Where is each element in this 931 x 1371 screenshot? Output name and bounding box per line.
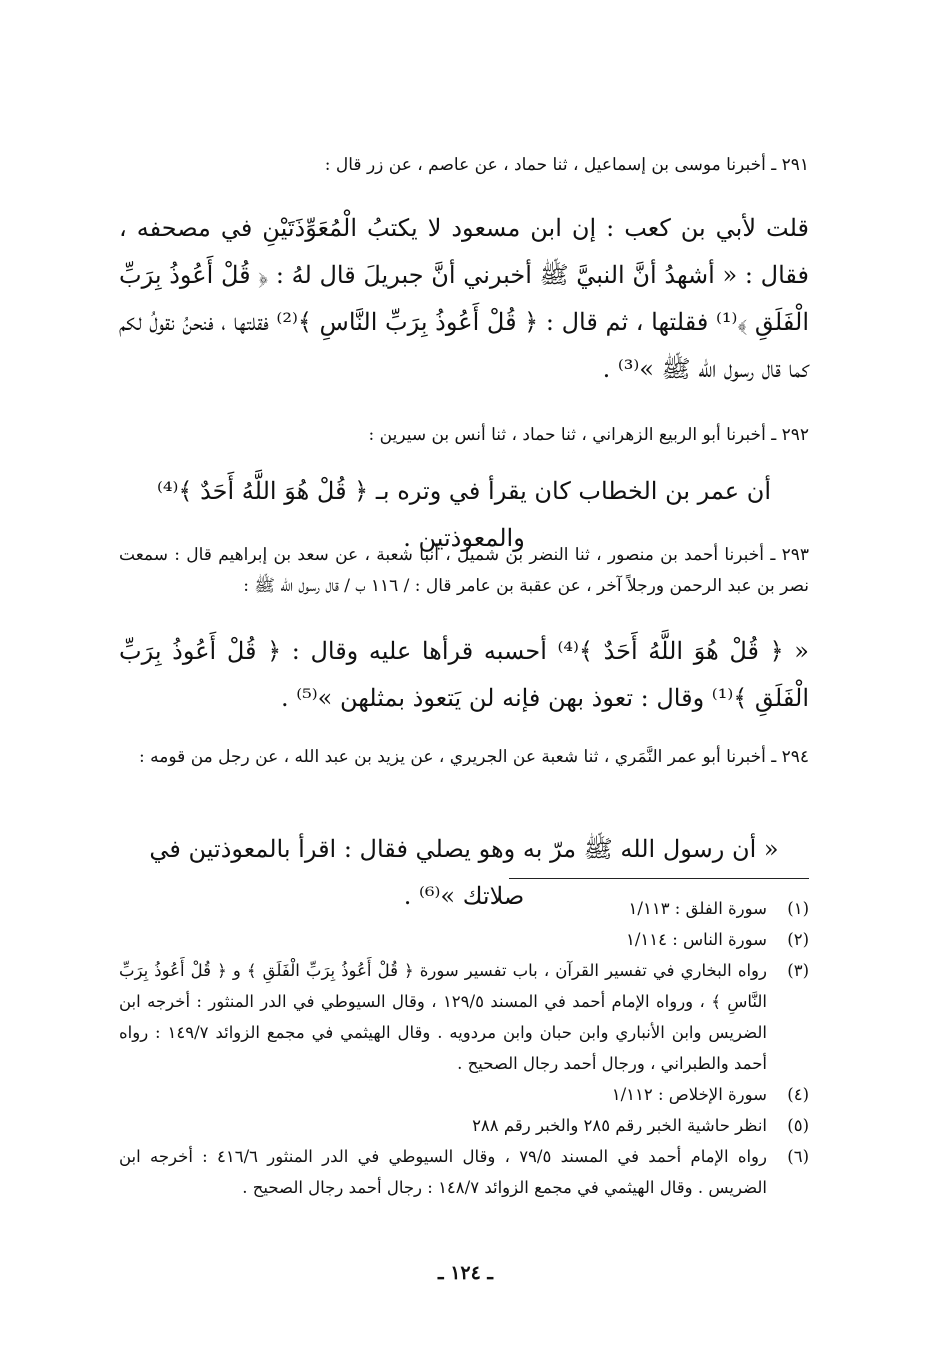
footnote-separator — [509, 878, 809, 879]
footnote-text: سورة الناس : ١/١١٤ — [625, 930, 767, 949]
hadith-291-isnad: ٢٩١ ـ أخبرنا موسى بن إسماعيل ، ثنا حماد ، عن عاصم ، عن زر قال : — [324, 155, 809, 175]
footnote-2 — [119, 924, 809, 955]
footnote-text: انظر حاشية الخبر رقم ٢٨٥ والخبر رقم ٢٨٨ — [472, 1116, 767, 1135]
footnotes — [119, 893, 809, 1203]
footnote-5 — [119, 1110, 809, 1141]
footnote-1 — [119, 893, 809, 924]
footnote-number: (٤) — [787, 1085, 809, 1104]
footnote-text: رواه البخاري في تفسير القرآن ، باب تفسير سورة ﴿ قُلْ أَعُوذُ بِرَبِّ الْفَلَقِ ﴾ و ﴿ قُلْ أَعُوذُ بِرَبِّ النَّاسِ ﴾ ، ورواه الإمام أحمد في المسند ١٢٩/٥ ، وقال السيوطي في الدر المنثور : أخرجه ابن الضريس وابن الأنباري وابن حبان وابن مردويه . وقال الهيثمي في مجمع الزوائد ١٤٩/٧ : رواه أحمد والطبراني ، ورجال أحمد رجال الصحيح . — [119, 961, 768, 1073]
footnote-number: (٢) — [787, 930, 809, 949]
hadith-292-isnad: ٢٩٢ ـ أخبرنا أبو الربيع الزهراني ، ثنا حماد ، ثنا أنس بن سيرين : — [368, 425, 809, 445]
footnote-text: رواه الإمام أحمد في المسند ٧٩/٥ ، وقال السيوطي في الدر المنثور ٤١٦/٦ : أخرجه ابن الضريس . وقال الهيثمي في مجمع الزوائد ١٤٨/٧ : رجال أحمد رجال الصحيح . — [119, 1147, 767, 1197]
footnote-number: (١) — [787, 899, 809, 918]
hadith-294-isnad: ٢٩٤ ـ أخبرنا أبو عمر النَّمَري ، ثنا شعبة عن الجريري ، عن يزيد بن عبد الله ، عن رجل من قومه : — [139, 747, 809, 767]
footnote-3 — [119, 955, 809, 1079]
footnote-number: (٦) — [787, 1147, 809, 1166]
footnote-text: سورة الفلق : ١/١١٣ — [628, 899, 767, 918]
footnote-6 — [119, 1141, 809, 1203]
hadith-292-text: أن عمر بن الخطاب كان يقرأ في وتره بـ ﴿ قُلْ هُوَ اللَّهُ أَحَدٌ ﴾⁽⁴⁾ والمعوذتين . — [156, 477, 772, 552]
hadith-291-text: قلت لأبي بن كعب : إن ابن مسعود لا يكتبُ الْمُعَوِّذَتَيْنِ في مصحفه ، فقال : « أشهدُ أنَّ النبيَّ ﷺ أخبرني أنَّ جبريلَ قال لهُ : ﴿ قُلْ أَعُوذُ بِرَبِّ الْفَلَقِ ﴾⁽¹⁾ فقلتها ، ثم قال : ﴿ قُلْ أَعُوذُ بِرَبِّ النَّاسِ ﴾⁽²⁾ فقلتها ، فنحنُ نقولُ لكم كما قال رسول الله ﷺ »⁽³⁾ . — [119, 214, 809, 383]
footnote-text: سورة الإخلاص : ١/١١٢ — [611, 1085, 767, 1104]
hadith-293-text: « ﴿ قُلْ هُوَ اللَّهُ أَحَدٌ ﴾⁽⁴⁾ أحسبه قرأها عليه وقال : ﴿ قُلْ أَعُوذُ بِرَبِّ الْفَلَقِ ﴾⁽¹⁾ وقال : تعوذ بهن فإنه لن يَتعوذ بمثلهن »⁽⁵⁾ . — [119, 637, 809, 712]
footnote-number: (٣) — [787, 961, 809, 980]
footnote-4 — [119, 1079, 809, 1110]
hadith-294-text: « أن رسول الله ﷺ مرّ به وهو يصلي فقال : اقرأ بالمعوذتين في صلاتك »⁽⁶⁾ . — [149, 835, 779, 910]
footnote-number: (٥) — [787, 1116, 809, 1135]
page-number: ـ ١٢٤ ـ — [438, 1262, 493, 1284]
hadith-293-isnad: ٢٩٣ ـ أخبرنا أحمد بن منصور ، ثنا النضر بن شميل ، أنبا شعبة ، عن سعد بن إبراهيم قال : سمعت نصر بن عبد الرحمن ورجلاً آخر ، عن عقبة بن عامر قال : / ١١٦ ب / قال رسول الله ﷺ : — [119, 545, 809, 596]
